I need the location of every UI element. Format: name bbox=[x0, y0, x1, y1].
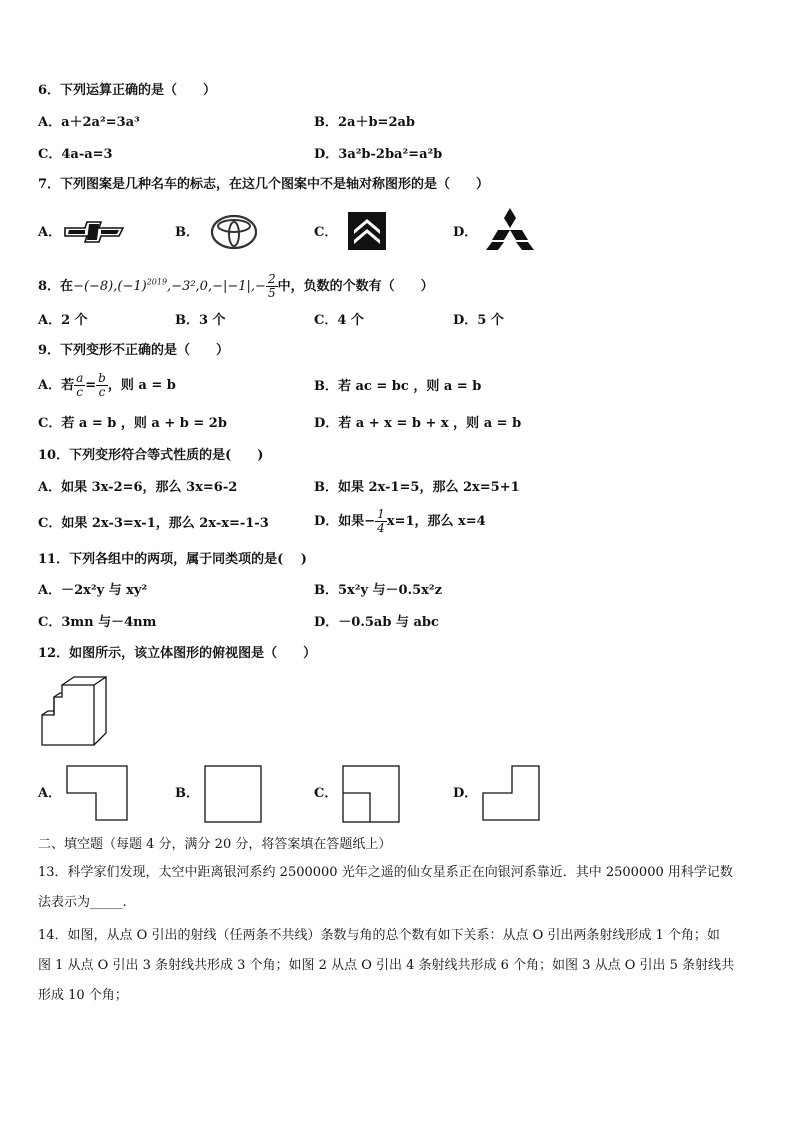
q12-option-a-label: A． bbox=[38, 786, 62, 801]
q9-a-frac1 bbox=[74, 372, 85, 399]
q11-option-c: C．3mn 与－4nm bbox=[38, 615, 157, 630]
q8-frac-num: 2 bbox=[267, 272, 276, 286]
q7-option-c-label: C． bbox=[314, 225, 338, 240]
q8-exponent: 2019 bbox=[146, 277, 168, 287]
q6-option-d: D．3a²b-2ba²=a²b bbox=[314, 147, 443, 162]
q8-expr1: −(−8),(−1) bbox=[73, 279, 147, 294]
q11-stem: 11．下列各组中的两项，属于同类项的是( ) bbox=[38, 552, 307, 567]
q6-option-a: A．a＋2a²=3a³ bbox=[38, 115, 140, 130]
q12-option-c-label: C． bbox=[314, 786, 338, 801]
q8-option-b: B．3 个 bbox=[175, 313, 226, 328]
q9-a-frac1-den: c bbox=[76, 385, 84, 399]
q14-line3: 形成 10 个角； bbox=[38, 988, 128, 1003]
q12-option-d-label: D． bbox=[453, 786, 478, 801]
q10-option-d bbox=[314, 504, 486, 540]
q9-a-frac2 bbox=[96, 372, 108, 399]
section-heading: 二、填空题（每题 4 分，满分 20 分，将答案填在答题纸上） bbox=[38, 837, 392, 852]
q13-line2: 法表示为_____. bbox=[38, 895, 127, 910]
q12-option-b-figure bbox=[204, 765, 262, 823]
q11-option-a: A．－2x²y 与 xy² bbox=[38, 583, 148, 598]
q10-d-frac-den: 4 bbox=[377, 521, 385, 535]
q8-stem bbox=[38, 273, 434, 300]
q9-a-frac2-num: b bbox=[98, 371, 106, 385]
q10-d-frac-num: 1 bbox=[377, 507, 385, 521]
q14-line2: 图 1 从点 O 引出 3 条射线共形成 3 个角；如图 2 从点 O 引出 4 条射线共形成 6 个角；如图 3 从点 O 引出 5 条射线共 bbox=[38, 958, 735, 973]
q9-a-prefix: A．若 bbox=[38, 378, 75, 393]
q6-stem: 6．下列运算正确的是（ ） bbox=[38, 83, 217, 98]
citroen-logo bbox=[348, 212, 386, 250]
q7-option-a-label: A． bbox=[38, 225, 62, 240]
q10-option-a: A．如果 3x-2=6，那么 3x=6-2 bbox=[38, 480, 238, 495]
q11-option-b: B．5x²y 与－0.5x²z bbox=[314, 583, 443, 598]
toyota-logo bbox=[210, 214, 258, 250]
q8-suffix: 中，负数的个数有（ ） bbox=[277, 279, 434, 294]
q10-stem: 10．下列变形符合等式性质的是( ) bbox=[38, 448, 264, 463]
q10-option-c: C．如果 2x-3=x-1，那么 2x-x=-1-3 bbox=[38, 516, 269, 531]
q13-line1: 13．科学家们发现，太空中距离银河系约 2500000 光年之遥的仙女星系正在向银河系靠近．其中 2500000 用科学记数 bbox=[38, 865, 733, 880]
q9-a-post: ，则 a = b bbox=[107, 378, 176, 393]
q9-option-b: B．若 ac = bc ，则 a = b bbox=[314, 379, 482, 394]
q9-a-frac1-num: a bbox=[76, 371, 84, 385]
q12-stem: 12．如图所示，该立体图形的俯视图是（ ） bbox=[38, 646, 317, 661]
q6-option-c: C．4a-a=3 bbox=[38, 147, 113, 162]
q8-frac-den: 5 bbox=[267, 286, 276, 300]
chevrolet-logo bbox=[63, 220, 125, 244]
q9-option-c: C．若 a = b ，则 a + b = 2b bbox=[38, 416, 227, 431]
q12-option-b-label: B． bbox=[175, 786, 199, 801]
q12-option-a-figure bbox=[66, 765, 128, 821]
q8-prefix: 8．在 bbox=[38, 279, 74, 294]
q7-option-b-label: B． bbox=[175, 225, 199, 240]
q9-option-a bbox=[38, 368, 176, 404]
q8-fraction bbox=[266, 273, 278, 300]
mitsubishi-logo bbox=[486, 208, 534, 250]
q8-option-a: A．2 个 bbox=[38, 313, 88, 328]
q14-line1: 14．如图，从点 O 引出的射线（任两条不共线）条数与角的总个数有如下关系：从点 O 引出两条射线形成 1 个角；如 bbox=[38, 928, 720, 943]
q7-option-d-label: D． bbox=[453, 225, 478, 240]
q10-d-post: x=1，那么 x=4 bbox=[386, 514, 486, 529]
q8-option-c: C．4 个 bbox=[314, 313, 364, 328]
q11-option-d: D．－0.5ab 与 abc bbox=[314, 615, 439, 630]
q10-d-prefix: D．如果− bbox=[314, 514, 376, 529]
q9-a-frac2-den: c bbox=[98, 385, 106, 399]
q10-d-fraction bbox=[375, 508, 387, 535]
q12-option-d-figure bbox=[482, 765, 540, 823]
q12-option-c-figure bbox=[342, 765, 400, 823]
q9-a-eq: = bbox=[85, 378, 97, 393]
q10-option-b: B．如果 2x-1=5，那么 2x=5+1 bbox=[314, 480, 520, 495]
q9-option-d: D．若 a + x = b + x ，则 a = b bbox=[314, 416, 522, 431]
q8-expr2: ,−3²,0,−|−1|,− bbox=[167, 279, 266, 294]
solid-figure bbox=[40, 675, 110, 747]
q8-option-d: D．5 个 bbox=[453, 313, 504, 328]
q7-stem: 7．下列图案是几种名车的标志，在这几个图案中不是轴对称图形的是（ ） bbox=[38, 177, 490, 192]
q9-stem: 9．下列变形不正确的是（ ） bbox=[38, 343, 230, 358]
q6-option-b: B．2a＋b=2ab bbox=[314, 115, 415, 130]
